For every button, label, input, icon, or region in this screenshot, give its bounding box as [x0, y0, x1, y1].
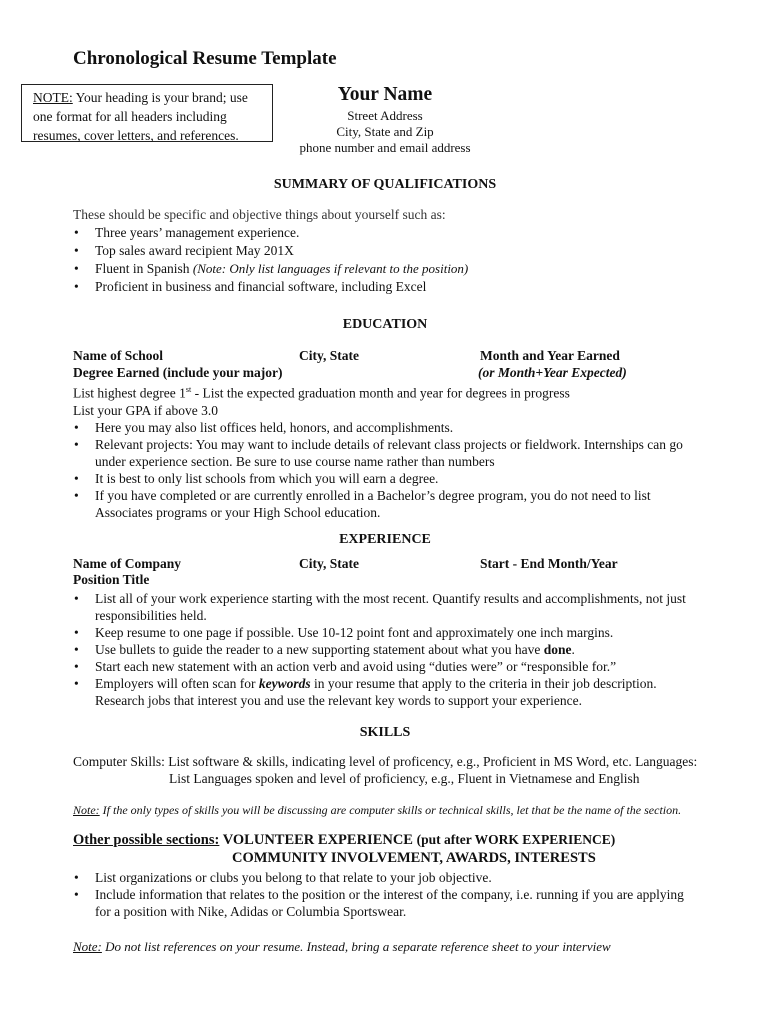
experience-bullet-3-c: . — [571, 642, 575, 657]
summary-bullet-3 — [73, 260, 733, 277]
contact-info: phone number and email address — [299, 140, 471, 155]
other-sections-line-2: COMMUNITY INVOLVEMENT, AWARDS, INTERESTS — [232, 850, 596, 866]
summary-section — [73, 206, 733, 295]
education-bullet-4-line-2: Associates programs or your High School education. — [95, 504, 381, 520]
skills-note-label: Note: — [73, 803, 100, 817]
summary-bullet-2: • Top sales award recipient May 201X — [73, 242, 733, 259]
experience-bullet-5-a: Employers will often scan for — [95, 676, 259, 691]
experience-bullet-5-c: in your resume that apply to the criteria in their job description. — [310, 676, 657, 691]
experience-bullet-3-bold: done — [543, 642, 572, 657]
note-line-2: one format for all headers including — [33, 109, 227, 124]
skills-line-1: Computer Skills: List software & skills, indicating level of proficency, e.g., Proficient in MS Word, etc. Languages: — [73, 754, 698, 769]
experience-heading: EXPERIENCE — [339, 532, 431, 547]
education-details — [73, 381, 733, 521]
school-name: Name of School — [73, 348, 163, 363]
summary-bullet-3-main: Fluent in Spanish — [95, 261, 193, 276]
degree-date: Month and Year Earned — [480, 348, 620, 363]
skills-heading: SKILLS — [359, 725, 411, 740]
education-heading: EDUCATION — [342, 317, 428, 332]
experience-bullet-1-line-1: • List all of your work experience starting with the most recent. Quantify results and accomplishments, not just — [95, 591, 686, 606]
education-bullet-4 — [73, 487, 733, 521]
company-city: City, State — [299, 556, 359, 571]
education-line-1-a: List highest degree 1 — [73, 385, 186, 401]
experience-bullet-5 — [73, 675, 733, 709]
summary-bullet-4: • Proficient in business and financial software, including Excel — [73, 278, 733, 295]
your-name: Your Name — [337, 84, 433, 105]
skills-note-text: If the only types of skills you will be discussing are computer skills or technical skills, let that be the name of the section. — [99, 803, 682, 817]
summary-bullet-3-note: (Note: Only list languages if relevant to the position) — [192, 261, 469, 276]
note-line-1: Your heading is your brand; use — [72, 90, 248, 105]
education-line-1-b: - List the expected graduation month and year for degrees in progress — [191, 385, 570, 401]
other-sections-line-1 — [73, 832, 733, 849]
summary-heading: SUMMARY OF QUALIFICATIONS — [273, 177, 497, 192]
other-sections-label: Other possible sections: — [73, 832, 220, 848]
other-bullet-2-line-2: for a position with Nike, Adidas or Columbia Sportswear. — [95, 904, 407, 919]
experience-bullet-1-line-2: responsibilities held. — [95, 608, 207, 623]
experience-bullet-1 — [73, 590, 733, 624]
summary-intro: These should be specific and objective things about yourself such as: — [73, 207, 446, 222]
education-bullet-2 — [73, 436, 733, 470]
degree-expected: (or Month+Year Expected) — [478, 365, 627, 380]
experience-bullet-5-line-2: Research jobs that interest you and use the relevant key words to support your experience. — [95, 693, 582, 708]
references-note — [73, 938, 753, 955]
employment-dates: Start - End Month/Year — [480, 556, 618, 571]
other-bullet-1: • List organizations or clubs you belong to that relate to your job objective. — [73, 869, 733, 886]
city-state-zip: City, State and Zip — [336, 124, 434, 139]
position-title: Position Title — [73, 572, 150, 587]
references-note-label: Note: — [73, 939, 102, 954]
heading-note-box — [21, 84, 273, 142]
education-line-1-sup: st — [185, 385, 192, 394]
experience-details — [73, 590, 733, 709]
experience-bullet-5-line-1 — [95, 675, 733, 692]
education-line-1 — [73, 381, 733, 402]
school-city: City, State — [299, 348, 359, 363]
experience-bullet-2: • Keep resume to one page if possible. Use 10-12 point font and approximately one inch margins. — [73, 624, 733, 641]
document-title: Chronological Resume Template — [73, 48, 337, 69]
summary-bullet-1: • Three years’ management experience. — [73, 224, 733, 241]
degree-earned: Degree Earned (include your major) — [73, 365, 283, 380]
experience-bullet-4: • Start each new statement with an action verb and avoid using “duties were” or “responsible for.” — [73, 658, 733, 675]
street-address: Street Address — [347, 108, 423, 123]
education-line-2: List your GPA if above 3.0 — [73, 402, 218, 418]
other-sections-volunteer-note: (put after WORK EXPERIENCE) — [416, 832, 616, 847]
education-bullet-4-line-1: • If you have completed or are currently enrolled in a Bachelor’s degree program, you do not need to list — [95, 487, 651, 503]
company-name: Name of Company — [73, 556, 181, 571]
education-bullet-2-line-2: under experience section. Be sure to use course name rather than numbers — [95, 453, 495, 469]
education-bullet-2-line-1: • Relevant projects: You may want to include details of relevant class projects or fieldwork. Internships can go — [95, 436, 683, 452]
other-sections-volunteer: VOLUNTEER EXPERIENCE — [219, 832, 417, 848]
other-bullet-2 — [73, 886, 733, 920]
other-bullet-2-line-1: • Include information that relates to the position or the interest of the company, i.e. running if you are applying — [95, 887, 684, 902]
experience-bullet-3 — [73, 641, 733, 658]
other-sections-details — [73, 869, 733, 920]
skills-note — [73, 802, 753, 819]
experience-bullet-5-keywords: keywords — [258, 676, 311, 691]
experience-bullet-3-a: Use bullets to guide the reader to a new supporting statement about what you have — [95, 642, 544, 657]
references-note-text: Do not list references on your resume. Instead, bring a separate reference sheet to your interview — [101, 939, 611, 954]
skills-line-2: List Languages spoken and level of proficiency, e.g., Fluent in Vietnamese and English — [169, 771, 640, 786]
note-label: NOTE: — [33, 90, 73, 105]
education-bullet-3: • It is best to only list schools from which you will earn a degree. — [73, 470, 733, 487]
education-bullet-1: • Here you may also list offices held, honors, and accomplishments. — [73, 419, 733, 436]
note-line-3: resumes, cover letters, and references. — [33, 128, 239, 143]
